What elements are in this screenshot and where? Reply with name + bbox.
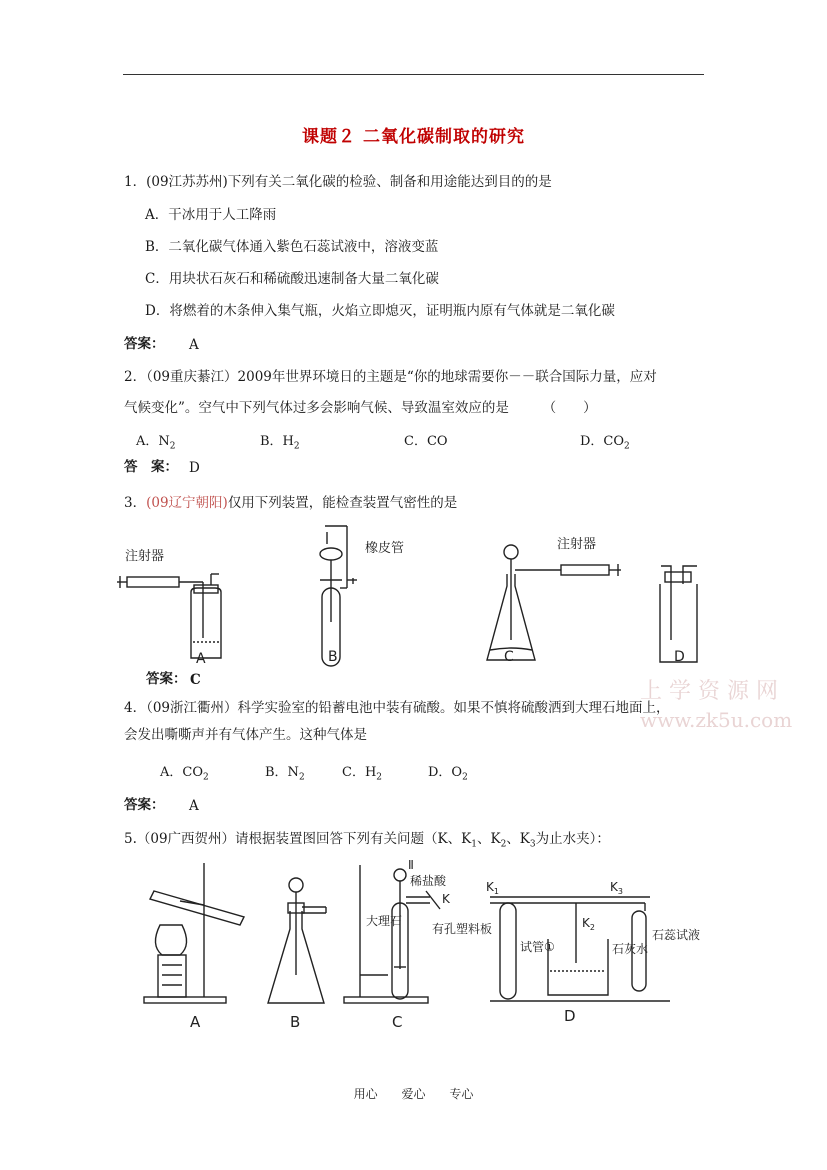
fig-label-a: A [196,651,206,667]
rubber-tube-label: 橡皮管 [365,541,405,556]
q2-option-a: A．$N_2$ [136,434,176,452]
q5-apparatus-figure [140,855,720,1035]
q2-answer: D [189,460,200,476]
fig5-label-b: B [290,1013,301,1031]
label-ii: Ⅱ [408,858,414,872]
page-footer [0,1085,827,1102]
q4-option-a: A．$CO_2$ [160,765,209,783]
fig-label-b: B [328,649,338,665]
q5-stem: 5.（09广西贺州）请根据装置图回答下列有关问题（K、$K_1$、$K_2$、$K_3$为止水夹）： [124,831,610,850]
label-litmus: 石蕊试液 [652,928,701,942]
q4-answer-label: 答案： [124,797,165,813]
q1-answer-label: 答案： [124,336,165,352]
footer-item-3: 专心 [449,1087,474,1101]
fig5-label-d: D [564,1007,576,1025]
label-plastic-plate: 有孔塑料板 [432,922,493,936]
watermark: 上 学 资 源 网 www.zk5u.com [640,679,793,732]
q1-answer: A [189,337,199,353]
q3-apparatus-figure [115,522,715,670]
q2-option-d: D．$CO_2$ [580,434,630,452]
q2-stem-line2: 气候变化”。空气中下列气体过多会影响气候、导致温室效应的是 （ ） [124,400,597,416]
q3-stem: 3．(09辽宁朝阳)仅用下列装置，能检查装置气密性的是 [124,495,458,511]
q4-option-b: B．$N_2$ [265,765,305,783]
q1-option-a: A．干冰用于人工降雨 [145,207,277,223]
header-rule [123,74,704,75]
q1-option-c: C．用块状石灰石和稀硫酸迅速制备大量二氧化碳 [145,271,439,287]
q2-option-b: B．$H_2$ [260,434,300,452]
q3-answer: C [190,672,201,688]
label-limewater: 石灰水 [612,942,649,956]
fig5-label-c: C [392,1013,403,1031]
q4-option-c: C．$H_2$ [342,765,383,783]
q4-stem-line1: 4．（09浙江衢州）科学实验室的铅蓄电池中装有硫酸。如果不慎将硫酸洒到大理石地面上， [124,700,670,716]
syringe-c-label: 注射器 [557,537,597,552]
fig5-label-a: A [190,1013,201,1031]
q1-option-d: D．将燃着的木条伸入集气瓶，火焰立即熄灭，证明瓶内原有气体就是二氧化碳 [145,303,615,319]
q2-option-c: C．CO [404,434,448,449]
q4-option-d: D．$O_2$ [428,765,468,783]
q1-stem: 1．(09江苏苏州)下列有关二氧化碳的检验、制备和用途能达到目的的是 [124,174,552,190]
label-marble: 大理石 [366,914,403,928]
q4-stem-line2: 会发出嘶嘶声并有气体产生。这种气体是 [124,727,367,743]
label-test-tube-1: 试管① [520,940,555,954]
q2-stem-line1: 2．（09重庆綦江）2009年世界环境日的主题是“你的地球需要你－－联合国际力量，应对 [124,369,657,385]
syringe-a-label: 注射器 [125,549,165,564]
label-k: K [442,892,450,906]
q4-answer: A [189,798,199,814]
label-dilute-acid: 稀盐酸 [410,874,447,888]
label-k3: $K_3$ [610,880,623,896]
fig-label-d: D [674,649,685,665]
footer-item-2: 爱心 [401,1087,426,1101]
footer-item-1: 用心 [353,1087,378,1101]
label-k2: $K_2$ [582,916,595,932]
q3-answer-label: 答案： [146,671,187,687]
fig-label-c: C [504,649,514,665]
page-title: 课题２ 二氧化碳制取的研究 [302,127,525,147]
q1-option-b: B．二氧化碳气体通入紫色石蕊试液中，溶液变蓝 [145,239,439,255]
q2-answer-label: 答 案： [124,459,178,475]
label-k1: $K_1$ [486,880,499,896]
